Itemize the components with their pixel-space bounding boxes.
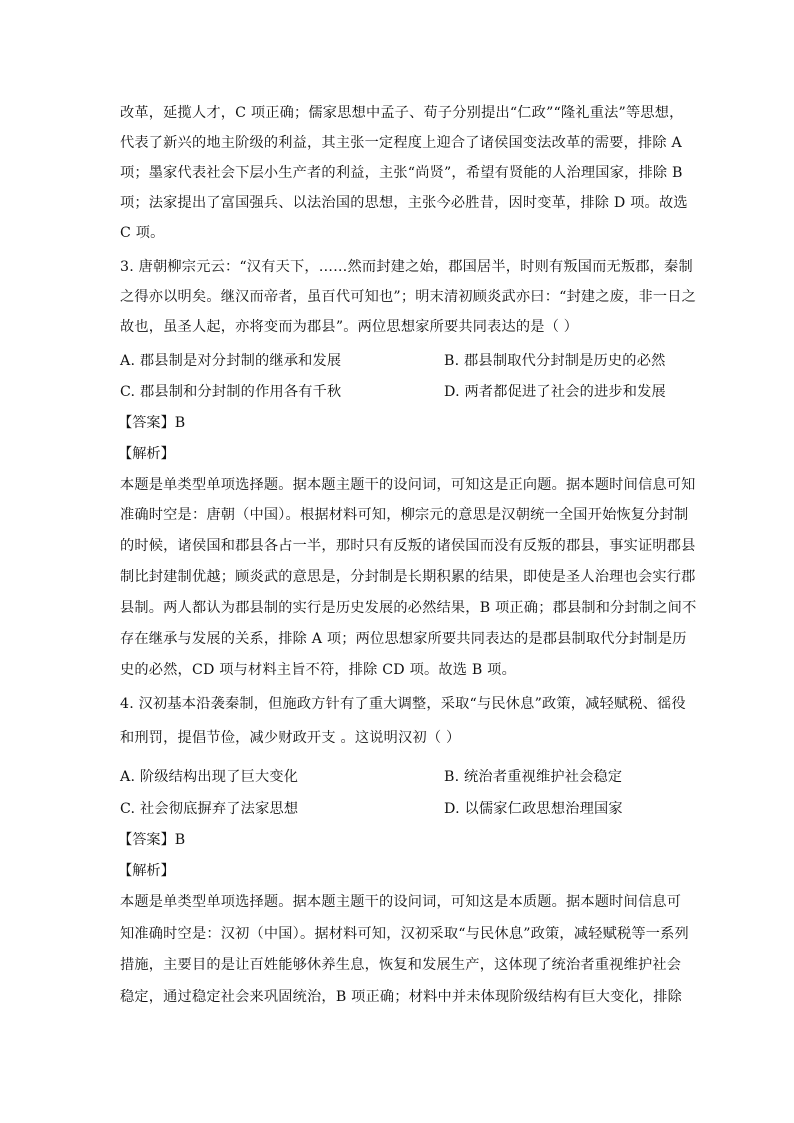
question-3-analysis-line: 存在继承与发展的关系，排除 A 项；两位思想家所要共同表达的是郡县制取代分封制是历 <box>120 631 687 647</box>
question-4-analysis-line: 知准确时空是：汉初（中国）。据材料可知，汉初采取“与民休息”政策，减轻赋税等一系列 <box>120 926 689 942</box>
question-4-option-a: A. 阶级结构出现了巨大变化 <box>120 769 299 785</box>
question-3-option-a: A. 郡县制是对分封制的继承和发展 <box>120 353 342 369</box>
question-4-stem: 4. 汉初基本沿袭秦制，但施政方针有了重大调整，采取“与民休息”政策，减轻赋税、徭役 <box>120 696 686 712</box>
text-line: 项；法家提出了富国强兵、以法治国的思想，主张今必胜昔，因时变革，排除 D 项。故选 <box>120 195 688 211</box>
text-line: C 项。 <box>120 225 165 241</box>
question-3-analysis-line: 县制。两人都认为郡县制的实行是历史发展的必然结果，B 项正确；郡县制和分封制之间不 <box>120 600 697 616</box>
text-line: 项；墨家代表社会下层小生产者的利益，主张“尚贤”，希望有贤能的人治理国家，排除 B <box>120 165 683 181</box>
question-4-option-d: D. 以儒家仁政思想治理国家 <box>444 801 623 817</box>
question-3-option-c: C. 郡县制和分封制的作用各有千秋 <box>120 384 342 400</box>
question-3-option-d: D. 两者都促进了社会的进步和发展 <box>444 384 666 400</box>
question-3-analysis-line: 准确时空是：唐朝（中国）。根据材料可知，柳宗元的意思是汉朝统一全国开始恢复分封制 <box>120 507 689 523</box>
question-3-analysis-line: 史的必然，CD 项与材料主旨不符，排除 CD 项。故选 B 项。 <box>120 662 516 678</box>
question-4-analysis-label: 【解析】 <box>118 863 175 879</box>
question-3-analysis-line: 制比封建制优越；顾炎武的意思是，分封制是长期积累的结果，即使是圣人治理也会实行郡 <box>120 569 696 585</box>
question-4-option-c: C. 社会彻底摒弃了法家思想 <box>120 801 299 817</box>
question-3-stem: 3. 唐朝柳宗元云：“汉有天下，……然而封建之始，郡国居半，时则有叛国而无叛郡，秦制 <box>120 259 693 275</box>
question-4-stem: 和刑罚，提倡节俭，减少财政开支 。这说明汉初（ ） <box>120 730 461 746</box>
question-3-analysis-line: 的时候，诸侯国和郡县各占一半，那时只有反叛的诸侯国而没有反叛的郡县，事实证明郡县 <box>120 538 696 554</box>
question-4-option-b: B. 统治者重视维护社会稳定 <box>444 769 623 785</box>
question-3-answer: 【答案】B <box>118 415 186 431</box>
question-4-answer: 【答案】B <box>118 832 186 848</box>
question-3-stem: 故也，虽圣人起，亦将变而为郡县”。两位思想家所要共同表达的是（ ） <box>120 319 579 335</box>
question-3-option-b: B. 郡县制取代分封制是历史的必然 <box>444 353 666 369</box>
question-4-analysis-line: 措施，主要目的是让百姓能够休养生息，恢复和发展生产，这体现了统治者重视维护社会 <box>120 957 682 973</box>
question-3-analysis-line: 本题是单类型单项选择题。据本题主题干的设问词，可知这是正向题。据本题时间信息可知 <box>120 477 696 493</box>
question-3-stem: 之得亦以明矣。继汉而帝者，虽百代可知也”；明末清初顾炎武亦曰：“封建之废，非一日之 <box>120 289 697 305</box>
question-3-analysis-label: 【解析】 <box>118 446 175 462</box>
text-line: 改革，延揽人才，C 项正确；儒家思想中孟子、荀子分别提出“仁政”“隆礼重法”等思想， <box>120 105 684 121</box>
question-4-analysis-line: 稳定，通过稳定社会来巩固统治，B 项正确；材料中并未体现阶级结构有巨大变化，排除 <box>120 989 683 1005</box>
question-4-analysis-line: 本题是单类型单项选择题。据本题主题干的设问词，可知这是本质题。据本题时间信息可 <box>120 894 682 910</box>
text-line: 代表了新兴的地主阶级的利益，其主张一定程度上迎合了诸侯国变法改革的需要，排除 A <box>120 135 682 151</box>
